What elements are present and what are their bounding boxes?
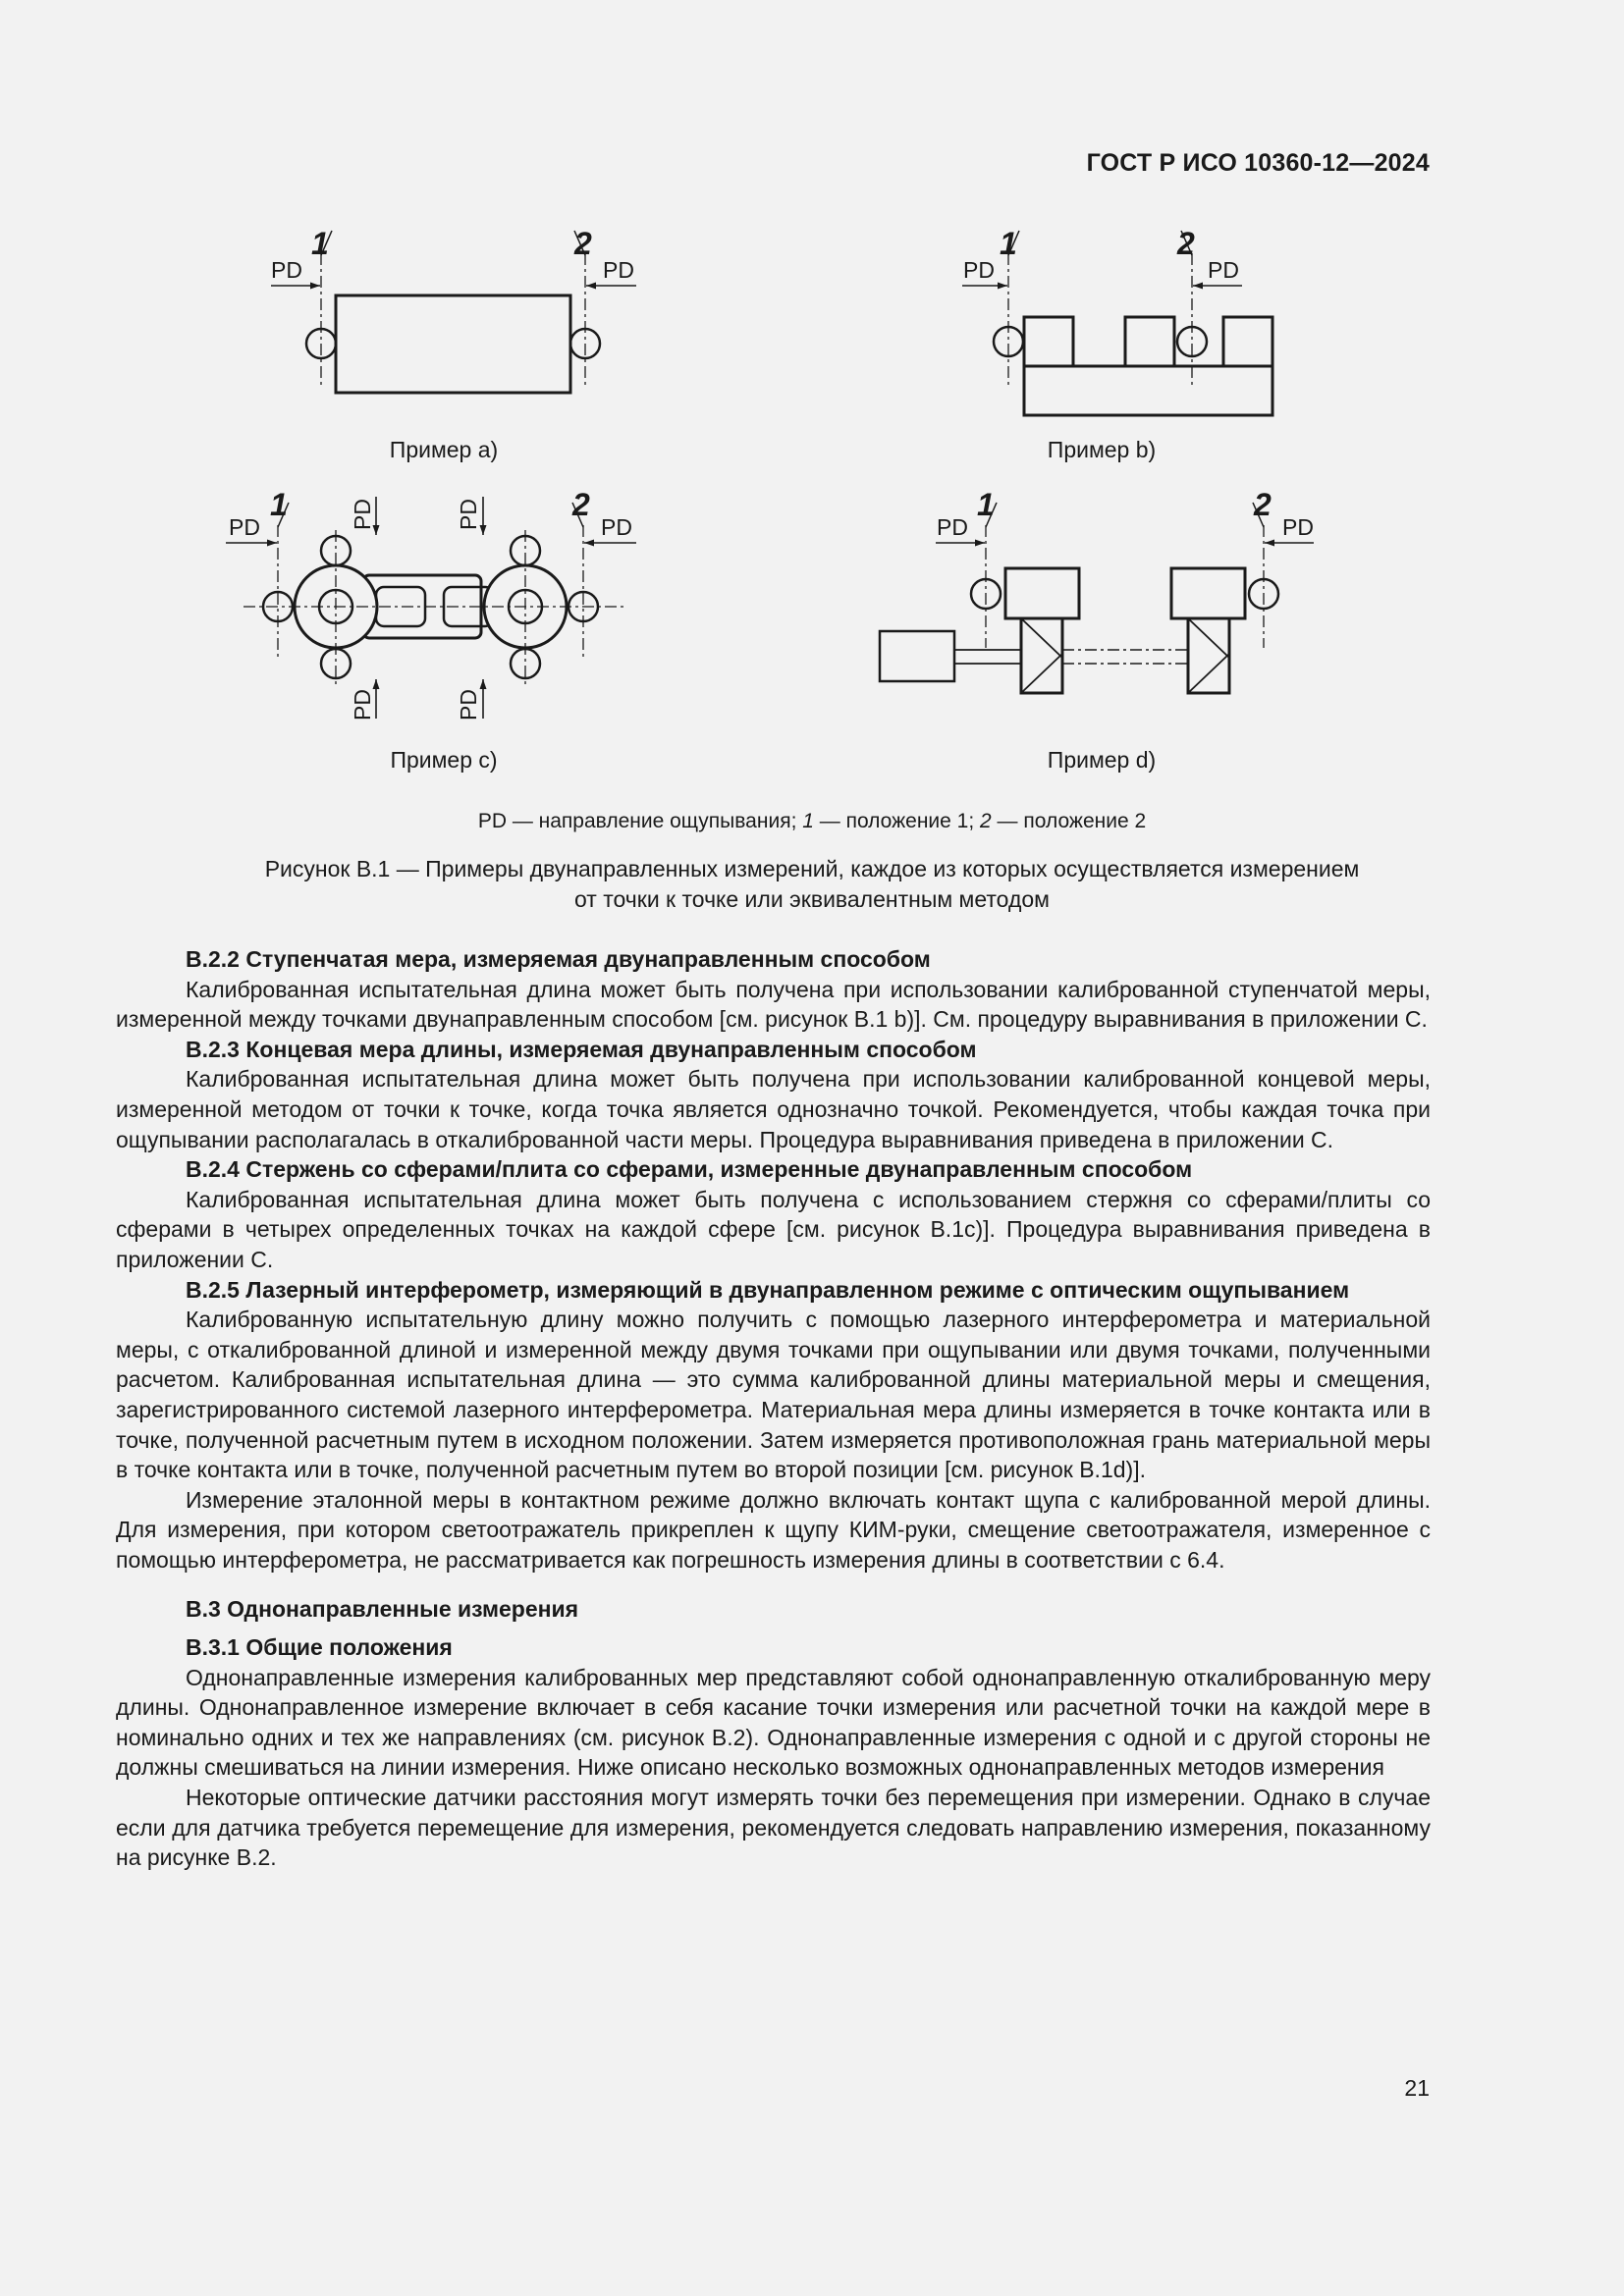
section-b24-paragraph: Калиброванная испытательная длина может быть получена с использованием стержня со сферами/плиты со сферами в четырех определенных точках на каждой сфере [см. рисунок B.1c)]. Процедура выравнивания приведена в приложении С. — [116, 1186, 1431, 1272]
example-c-pos2: 2 — [572, 487, 590, 522]
example-c-caption: Пример c) — [390, 747, 498, 773]
figure-title-line-1: Рисунок B.1 — Примеры двунаправленных измерений, каждое из которых осуществляется измерением — [264, 856, 1360, 881]
section-b31-paragraph-2: Некоторые оптические датчики расстояния могут измерять точки без перемещения при измерении. Однако в случае если для датчика требуется перемещение для измерения, рекомендуется следовать направлению измерения, показанному на рисунке B.2. — [116, 1785, 1431, 1871]
section-b25-heading: B.2.5 Лазерный интерферометр, измеряющий в двунаправленном режиме с оптическим ощупыванием — [186, 1276, 1350, 1303]
section-b22-paragraph: Калиброванная испытательная длина может быть получена при использовании калиброванной ступенчатой меры, измеренной между точками двунаправленным способом [см. рисунок B.1 b)]. См. процедуру выравнивания в приложении С. — [116, 976, 1431, 1033]
section-b23-heading: B.2.3 Концевая мера длины, измеряемая двунаправленным способом — [186, 1036, 977, 1062]
section-b22-heading: B.2.2 Ступенчатая мера, измеряемая двунаправленным способом — [186, 946, 931, 972]
figure-title — [157, 854, 1467, 915]
section-b31-heading: B.3.1 Общие положения — [186, 1634, 453, 1661]
example-a-pd-left: PD — [271, 257, 302, 283]
example-a-pos1: 1 — [311, 226, 329, 261]
example-b-caption: Пример b) — [1047, 437, 1157, 462]
figure-title-line-2: от точки к точке или эквивалентным методом — [574, 886, 1050, 912]
section-b31-paragraph-1: Однонаправленные измерения калиброванных мер представляют собой однонаправленную откалиброванную меру длины. Однонаправленное измерение включает в себя касание точки измерения или расчетной точки на каждой мере в номинально одних и тех же направлениях (см. рисунок B.2). Однонаправленные измерения с одной и с другой стороны не должны смешиваться на линии измерения. Ниже описано несколько возможных однонаправленных методов измерения — [116, 1664, 1431, 1781]
example-c-pd-bottom-left: PD — [350, 689, 375, 721]
example-c-drawing — [226, 497, 636, 719]
example-a-pd-right: PD — [603, 257, 634, 283]
figure-legend: PD — направление ощупывания; 1 — положение 1; 2 — положение 2 — [477, 810, 1147, 832]
example-b-pos1: 1 — [1000, 226, 1017, 261]
example-b-pd-right: PD — [1208, 257, 1239, 283]
section-b25-paragraph-1: Калиброванную испытательную длину можно получить с помощью лазерного интерферометра и материальной меры, с откалиброванной длиной и измеренной между двумя точками при ощупывании или двумя точками, полученными расчетом. Калиброванная испытательная длина — это сумма калиброванной длины материальной меры и смещения, зарегистрированного системой лазерного интерферометра. Материальная мера длины измеряется в точке контакта или в точке, полученной расчетным путем в исходном положении. Затем измеряется противоположная грань материальной меры в точке контакта или в точке, полученной расчетным путем во второй позиции [см. рисунок B.1d)]. — [116, 1307, 1431, 1483]
section-b23-paragraph: Калиброванная испытательная длина может быть получена при использовании калиброванной концевой меры, измеренной методом от точки к точке, когда точка является однозначно точкой. Рекомендуется, чтобы каждая точка при ощупывании располагалась в откалиброванной части меры. Процедура выравнивания приведена в приложении С. — [116, 1066, 1431, 1152]
section-b25-paragraph-2: Измерение эталонной меры в контактном режиме должно включать контакт щупа с калиброванной мерой длины. Для измерения, при котором светоотражатель прикреплен к щупу КИМ-руки, смещение светоотражателя, измеренное с помощью интерферометра, не рассматривается как погрешность измерения длины в соответствии с 6.4. — [116, 1486, 1431, 1573]
section-b24-heading: B.2.4 Стержень со сферами/плита со сферами, измеренные двунаправленным способом — [186, 1156, 1193, 1183]
standard-number-header: ГОСТ Р ИСО 10360-12—2024 — [1086, 149, 1430, 177]
example-c-pd-right: PD — [601, 514, 632, 540]
example-c-pd-top-right: PD — [456, 499, 481, 530]
body-text — [116, 944, 1431, 1873]
example-c-pd-top-left: PD — [350, 499, 375, 530]
example-d-pos2: 2 — [1254, 487, 1272, 522]
example-a-pos2: 2 — [574, 226, 592, 261]
example-d-pos1: 1 — [977, 487, 995, 522]
page-number: 21 — [1404, 2075, 1430, 2101]
example-a-caption: Пример a) — [389, 437, 499, 462]
example-b-pos2: 2 — [1177, 226, 1195, 261]
example-d-pd-left: PD — [937, 514, 968, 540]
section-b3-heading: B.3 Однонаправленные измерения — [186, 1596, 579, 1623]
example-c-pd-bottom-right: PD — [456, 689, 481, 721]
figure-b1 — [0, 0, 1624, 805]
example-c-pos1: 1 — [270, 487, 288, 522]
example-d-pd-right: PD — [1282, 514, 1314, 540]
example-c-pd-left: PD — [229, 514, 260, 540]
example-d-caption: Пример d) — [1047, 747, 1157, 773]
example-b-pd-left: PD — [963, 257, 995, 283]
